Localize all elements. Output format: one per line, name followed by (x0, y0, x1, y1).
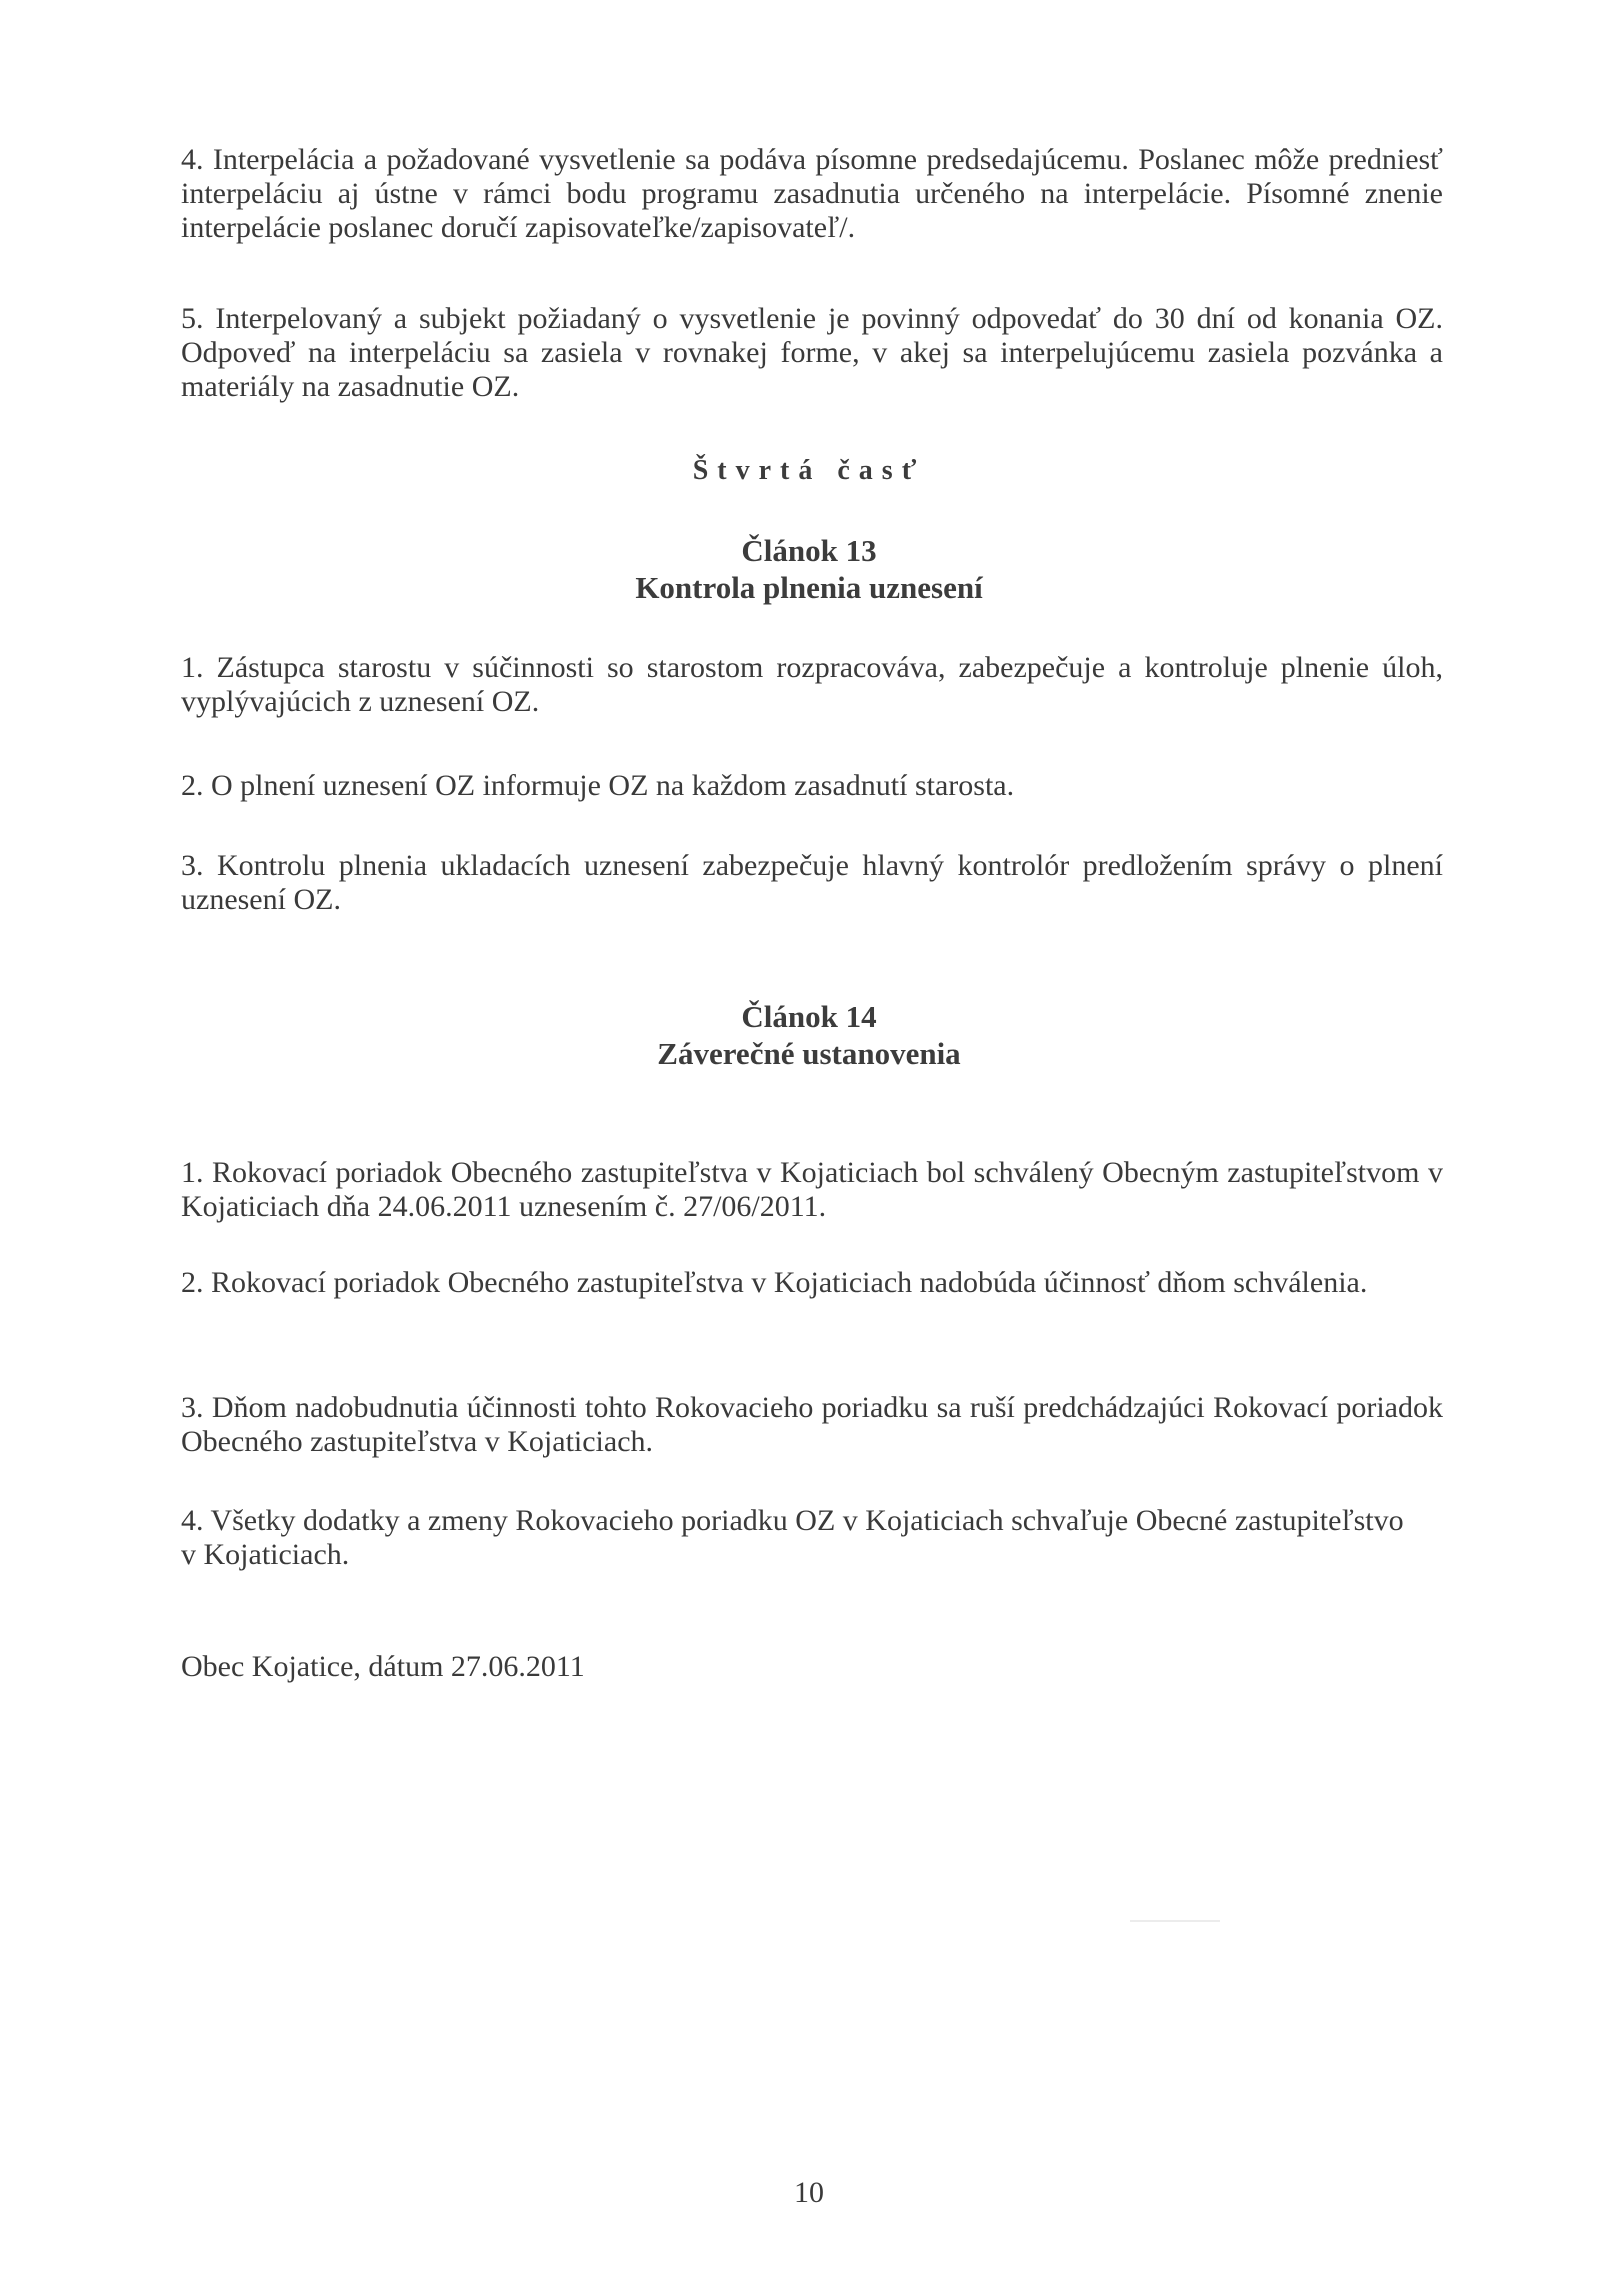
article-14-paragraph-3: 3. Dňom nadobudnutia účinnosti tohto Rokovacieho poriadku sa ruší predchádzajúci Rokovací poriadok Obecného zastupiteľstva v Kojaticiach. (181, 1391, 1443, 1458)
section-heading: Štvrtá časť (692, 455, 926, 486)
place-and-date: Obec Kojatice, dátum 27.06.2011 (181, 1650, 585, 1683)
article-13-title: Kontrola plnenia uznesení (635, 570, 983, 605)
article-13-paragraph-2: 2. O plnení uznesení OZ informuje OZ na každom zasadnutí starosta. (181, 769, 1015, 802)
article-14-paragraph-4: 4. Všetky dodatky a zmeny Rokovacieho poriadku OZ v Kojaticiach schvaľuje Obecné zastupiteľstvo v Kojaticiach. (181, 1504, 1404, 1571)
paragraph-interpellation-5: 5. Interpelovaný a subjekt požiadaný o vysvetlenie je povinný odpovedať do 30 dní od konania OZ. Odpoveď na interpeláciu sa zasiela v rovnakej forme, v akej sa interpelujúcemu zasiela pozvánka a materiály na zasadnutie OZ. (181, 302, 1443, 403)
article-14-paragraph-1: 1. Rokovací poriadok Obecného zastupiteľstva v Kojaticiach bol schválený Obecným zastupiteľstvom v Kojaticiach dňa 24.06.2011 uznesením č. 27/06/2011. (181, 1156, 1443, 1223)
article-13-number: Článok 13 (741, 533, 877, 568)
scan-artifact (1130, 1920, 1220, 1922)
paragraph-interpellation-4: 4. Interpelácia a požadované vysvetlenie sa podáva písomne predsedajúcemu. Poslanec môže predniesť interpeláciu aj ústne v rámci bodu programu zasadnutia určeného na interpelácie. Písomné znenie interpelácie poslanec doručí zapisovateľke/zapisovateľ/. (181, 143, 1443, 244)
page-number: 10 (794, 2176, 824, 2209)
article-13-paragraph-3: 3. Kontrolu plnenia ukladacích uznesení zabezpečuje hlavný kontrolór predložením správy o plnení uznesení OZ. (181, 849, 1443, 916)
article-14-title: Záverečné ustanovenia (657, 1036, 961, 1071)
article-13-paragraph-1: 1. Zástupca starostu v súčinnosti so starostom rozpracováva, zabezpečuje a kontroluje plnenie úloh, vyplývajúcich z uznesení OZ. (181, 651, 1443, 718)
article-14-paragraph-2: 2. Rokovací poriadok Obecného zastupiteľstva v Kojaticiach nadobúda účinnosť dňom schválenia. (181, 1266, 1368, 1299)
article-14-number: Článok 14 (741, 999, 877, 1034)
